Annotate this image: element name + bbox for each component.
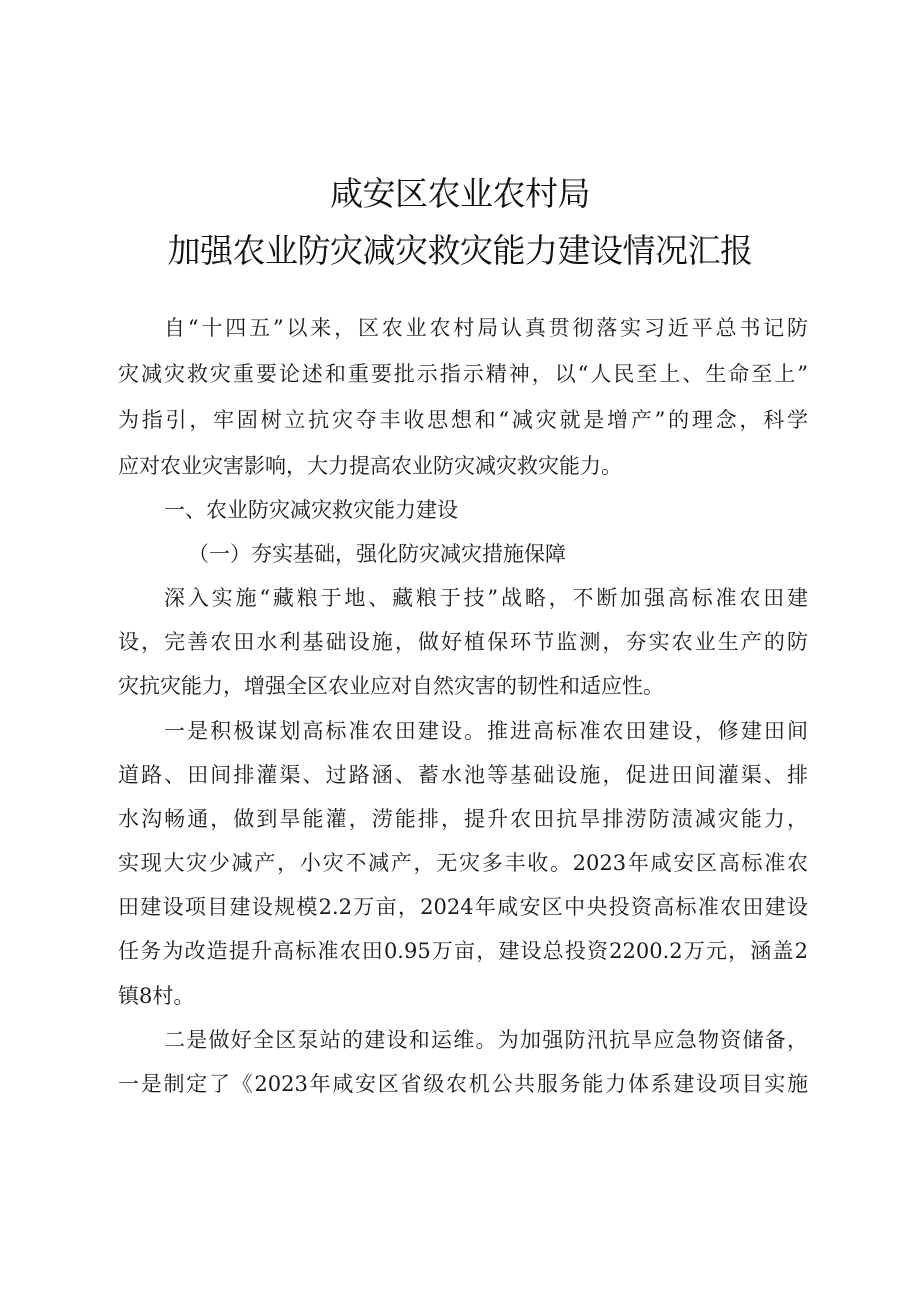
section-heading-1: 一、农业防灾减灾救灾能力建设 [164, 498, 458, 522]
paragraph-intro-line-3: 为指引，牢固树立抗灾夺丰收思想和“减灾就是增产”的理念，科学 [118, 408, 808, 432]
paragraph-farmland-line-6: 任务为改造提升高标准农田0.95万亩，建设总投资2200.2万元，涵盖2 [118, 939, 808, 963]
paragraph-intro-line-4: 应对农业灾害影响，大力提高农业防灾减灾救灾能力。 [118, 454, 622, 478]
paragraph-farmland-line-5: 田建设项目建设规模2.2万亩，2024年咸安区中央投资高标准农田建设 [118, 895, 808, 919]
paragraph-farmland-line-1: 一是积极谋划高标准农田建设。推进高标准农田建设，修建田间 [164, 719, 808, 743]
paragraph-intro-line-1: 自“十四五”以来，区农业农村局认真贯彻落实习近平总书记防 [164, 316, 808, 340]
paragraph-foundation-line-3: 灾抗灾能力，增强全区农业应对自然灾害的韧性和适应性。 [118, 674, 664, 698]
paragraph-pump-line-2: 一是制定了《2023年咸安区省级农机公共服务能力体系建设项目实施 [118, 1072, 808, 1096]
paragraph-foundation-line-1: 深入实施“藏粮于地、藏粮于技”战略，不断加强高标准农田建 [164, 586, 808, 610]
paragraph-farmland-line-7: 镇8村。 [118, 984, 195, 1008]
paragraph-farmland-line-4: 实现大灾少减产，小灾不减产，无灾多丰收。2023年咸安区高标准农 [118, 851, 808, 875]
paragraph-farmland-line-2: 道路、田间排灌渠、过路涵、蓄水池等基础设施，促进田间灌渠、排 [118, 763, 808, 787]
subsection-heading-1: （一）夯实基础，强化防灾减灾措施保障 [188, 542, 566, 566]
paragraph-intro-line-2: 灾减灾救灾重要论述和重要批示指示精神，以“人民至上、生命至上” [118, 362, 808, 386]
paragraph-pump-line-1: 二是做好全区泵站的建设和运维。为加强防汛抗旱应急物资储备， [164, 1028, 808, 1052]
document-title-line-2: 加强农业防灾减灾救灾能力建设情况汇报 [167, 231, 753, 270]
document-title-line-1: 咸安区农业农村局 [330, 174, 590, 213]
paragraph-farmland-line-3: 水沟畅通，做到旱能灌，涝能排，提升农田抗旱排涝防渍减灾能力， [118, 807, 808, 831]
paragraph-foundation-line-2: 设，完善农田水利基础设施，做好植保环节监测，夯实农业生产的防 [118, 630, 808, 654]
